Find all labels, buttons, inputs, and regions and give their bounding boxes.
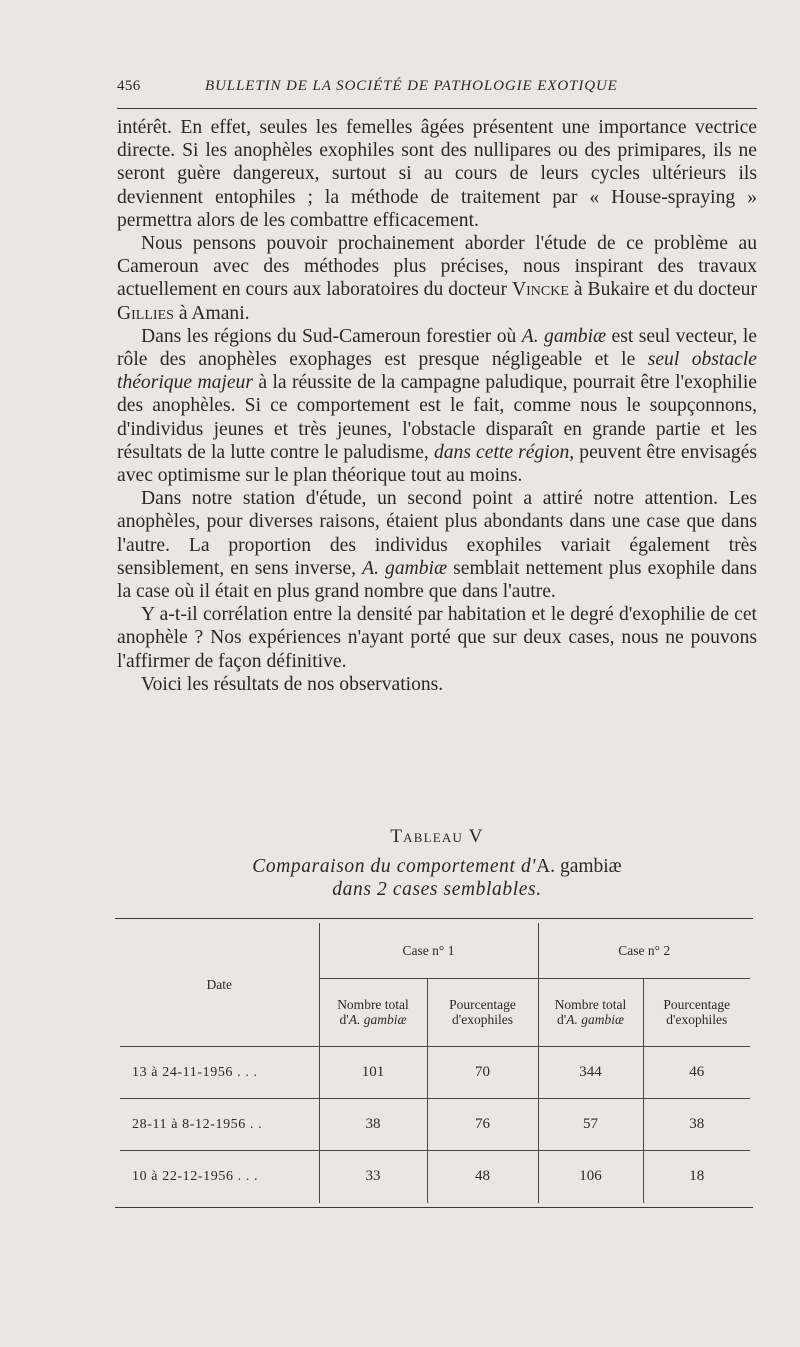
table-row [120, 1098, 750, 1150]
subheader-species: A. gambiæ [348, 1012, 407, 1027]
cell-case1-pct: 48 [427, 1150, 538, 1203]
paragraph-4-text-a: Dans notre station d'étude, un second point a attiré notre attention. Les anophèles, pour diverses raisons, étaient plus abondants dans une case que dans l'autre. La proportion des individus exophiles variait également très sensiblement, en sens inverse, [117, 488, 757, 579]
paragraph-3-text-a: Dans les régions du Sud-Cameroun forestier où [141, 325, 522, 347]
caption-text: Comparaison du comportement d' [252, 856, 537, 877]
cell-case1-total: 33 [319, 1150, 427, 1203]
subheader-species: A. gambiæ [566, 1012, 624, 1027]
paragraph-3-text-d: , peuvent être envisagés avec optimisme sur le plan théorique tout au moins. [117, 441, 758, 487]
paragraph-4-text-b: semblait nettement plus exophile dans la case où il était en plus grand nombre que dans l'autre. [117, 557, 757, 603]
subheader-pct-label-2: d'exophiles [666, 1012, 728, 1027]
paragraph-1: intérêt. En effet, seules les femelles âgées présentent une importance vectrice directe. Si les anophèles exophiles sont des nullipares ou des primipares, ils ne seront guère dangereux, surtout si au cours de leurs cycles ultérieurs ils deviennent entophiles ; la méthode de traitement par « House-spraying » permettra alors de les combattre efficacement. [117, 117, 757, 231]
paragraph-6: Voici les résultats de nos observations. [141, 673, 444, 695]
caption-species: gambiæ [555, 856, 622, 877]
cell-case1-total: 101 [319, 1046, 427, 1098]
subheader-total-case-2 [538, 978, 643, 1046]
running-header [117, 78, 757, 102]
species-name: A. gambiæ [521, 325, 607, 347]
cell-case2-total: 344 [538, 1046, 643, 1098]
paragraph-5: Y a-t-il corrélation entre la densité par habitation et le degré d'exophilie de cet anophèle ? Nos expériences n'ayant porté que sur deux cases, nous ne pouvons l'affirmer de façon définitive. [117, 604, 757, 672]
header-date: Date [120, 923, 319, 1046]
paragraph-2 [117, 232, 757, 325]
paragraph-4 [117, 487, 757, 603]
data-table [120, 923, 750, 1203]
subheader-of: d' [339, 1012, 349, 1027]
table-caption-line-2: dans 2 cases semblables. [332, 879, 542, 900]
subheader-pct-case-1 [427, 978, 538, 1046]
emphasis-obstacle: seul obstacle théorique majeur [117, 349, 757, 394]
cell-date: 13 à 24-11-1956 . . . [120, 1046, 319, 1098]
header-case-2: Case n° 2 [538, 923, 750, 978]
subheader-pct-label: Pourcentage [449, 997, 516, 1012]
paragraph-2-text-a: Nous pensons pouvoir prochainement aborder l'étude de ce problème au Cameroun avec des méthodes plus précises, nous inspirant des travaux actuellement en cours aux laboratoires du docteur [117, 233, 757, 301]
table-row [120, 1150, 750, 1203]
cell-case1-pct: 76 [427, 1098, 538, 1150]
subheader-total-label: Nombre total [554, 997, 627, 1012]
paragraph-3 [117, 325, 757, 487]
author-gillies: Gillies [117, 302, 174, 324]
table-header-row [120, 923, 750, 978]
species-name: A. gambiæ [362, 557, 448, 579]
subheader-pct-label-2: d'exophiles [452, 1012, 513, 1027]
page-number: 456 [117, 78, 141, 94]
cell-case2-pct: 38 [643, 1098, 750, 1150]
body-text [117, 116, 757, 696]
header-case-1: Case n° 1 [319, 923, 538, 978]
paragraph-2-text-b: à Bukaire et du docteur [568, 279, 757, 301]
subheader-of: d' [557, 1012, 567, 1027]
paragraph-3-text-c: à la réussite de la campagne paludique, pourrait être l'exophilie des anophèles. Si ce comportement est le fait, comme nous le soupçonnons, d'individus jeunes et très jeunes, l'obstacle disparaît en grande partie et les résultats de la lutte contre le paludisme, [117, 372, 757, 463]
table-caption-line-1 [117, 855, 757, 878]
emphasis-region: dans cette région [433, 441, 570, 463]
table-title: Tableau V [390, 826, 484, 847]
header-rule [117, 108, 757, 109]
caption-genus: A. [536, 856, 556, 877]
cell-case2-pct: 18 [643, 1150, 750, 1203]
cell-case1-pct: 70 [427, 1046, 538, 1098]
data-table-frame [115, 918, 755, 1208]
subheader-pct-label: Pourcentage [663, 997, 731, 1012]
paragraph-3-text-b: est seul vecteur, le rôle des anophèles exophages est presque négligeable et le [117, 325, 757, 371]
cell-case2-pct: 46 [643, 1046, 750, 1098]
paragraph-2-text-c: à Amani. [173, 302, 250, 324]
cell-date: 28-11 à 8-12-1956 . . [120, 1098, 319, 1150]
cell-case2-total: 57 [538, 1098, 643, 1150]
table-row [120, 1046, 750, 1098]
subheader-pct-case-2 [643, 978, 750, 1046]
cell-case1-total: 38 [319, 1098, 427, 1150]
cell-case2-total: 106 [538, 1150, 643, 1203]
subheader-total-case-1 [319, 978, 427, 1046]
cell-date: 10 à 22-12-1956 . . . [120, 1150, 319, 1203]
subheader-total-label: Nombre total [337, 997, 409, 1012]
author-vincke: Vincke [511, 279, 569, 301]
journal-title: BULLETIN DE LA SOCIÉTÉ DE PATHOLOGIE EXOTIQUE [205, 78, 618, 94]
table-caption [117, 855, 757, 901]
